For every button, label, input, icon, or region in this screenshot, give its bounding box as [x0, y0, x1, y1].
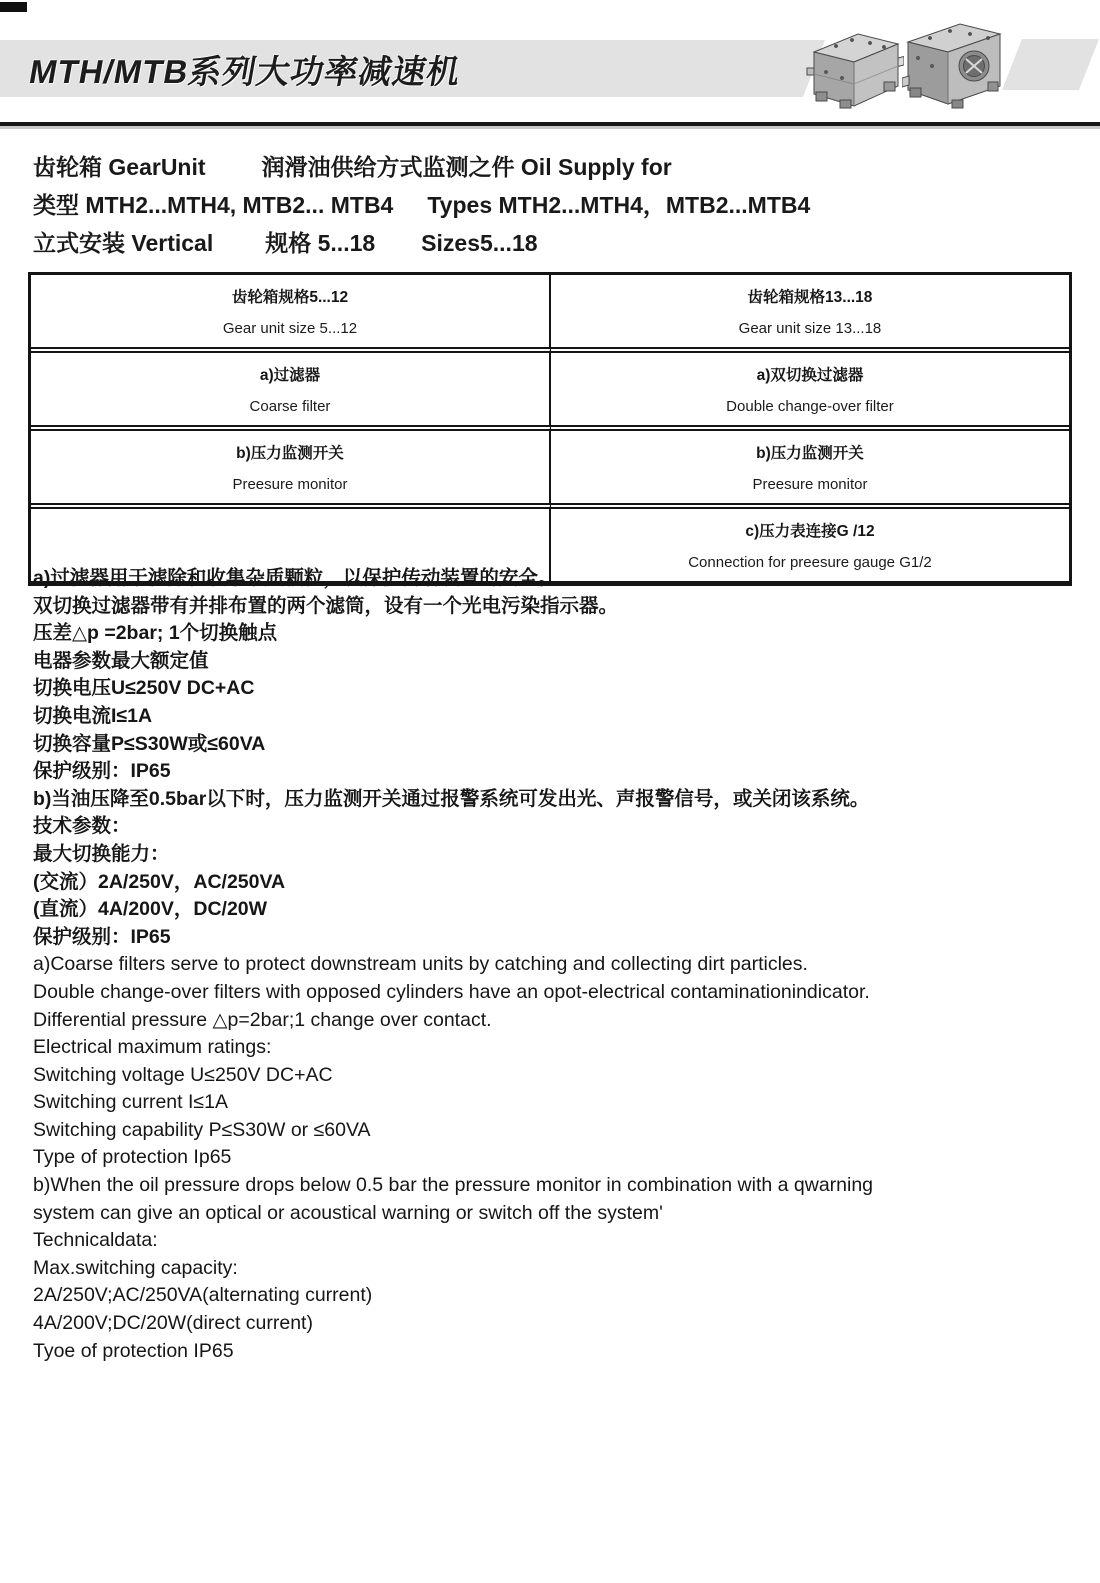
body-line: Technicaldata: — [33, 1229, 158, 1252]
body-line: system can give an optical or acoustical warning or switch off the system' — [33, 1201, 663, 1224]
body-line: Double change-over filters with opposed cylinders have an opot-electrical contaminationindicator. — [33, 980, 870, 1003]
body-line: 切换电压U≤250V DC+AC — [33, 677, 255, 700]
intro-line3-sizes-en: Sizes5...18 — [421, 230, 538, 256]
body-line: Switching current I≤1A — [33, 1091, 228, 1114]
cell-coarse-filter — [31, 347, 551, 425]
body-line: b)当油压降至0.5bar以下时，压力监测开关通过报警系统可发出光、声报警信号，或关闭该系统。 — [33, 787, 870, 810]
intro-line-3 — [33, 224, 810, 262]
intro-line3-zh: 立式安装 Vertical — [33, 230, 214, 256]
cell-text-zh: a)过滤器 — [259, 367, 321, 384]
cell-text-en: Preesure monitor — [752, 476, 868, 493]
body-line: a)过滤器用于滤除和收集杂质颗粒，以保护传动装置的安全。 — [33, 567, 558, 589]
body-line: 保护级别：IP65 — [33, 925, 171, 948]
cell-text-en: Preesure monitor — [232, 476, 348, 493]
body-line: Type of protection Ip65 — [33, 1146, 232, 1169]
cell-text-en: Connection for preesure gauge G1/2 — [688, 554, 932, 571]
body-line: 技术参数： — [33, 815, 131, 838]
cell-text-zh: b)压力监测开关 — [756, 445, 864, 462]
cell-text-en: Coarse filter — [249, 398, 331, 415]
body-line: b)When the oil pressure drops below 0.5 bar the pressure monitor in combination with a qwarning — [33, 1174, 874, 1197]
table-row — [31, 425, 1069, 503]
intro-line2-zh: 类型 MTH2...MTH4, MTB2... MTB4 — [33, 192, 394, 218]
intro-line-1 — [33, 148, 810, 186]
body-line: 保护级别：IP65 — [33, 760, 171, 783]
cell-text-zh: c)压力表连接G /12 — [745, 523, 875, 540]
body-line: 4A/200V;DC/20W(direct current) — [33, 1312, 313, 1335]
header-band-right — [1002, 39, 1100, 90]
cell-pressure-monitor-left — [31, 425, 551, 503]
body-line: 切换电流I≤1A — [33, 704, 153, 727]
cell-text-zh: b)压力监测开关 — [236, 445, 344, 462]
intro-line1-zh: 齿轮箱 GearUnit — [33, 154, 206, 180]
cell-pressure-monitor-right — [551, 425, 1069, 503]
table-row — [31, 275, 1069, 347]
body-line: a)Coarse filters serve to protect downstream units by catching and collecting dirt particles. — [33, 953, 808, 976]
intro-line1-en: 润滑油供给方式监测之件 Oil Supply for — [261, 154, 672, 180]
cell-text-zh: a)双切换过滤器 — [756, 367, 864, 384]
body-line: 电器参数最大额定值 — [33, 649, 209, 672]
body-line: 2A/250V;AC/250VA(alternating current) — [33, 1284, 373, 1307]
body-line: Differential pressure △p=2bar;1 change over contact. — [33, 1008, 492, 1031]
page-title: MTH/MTB系列大功率减速机 — [26, 53, 465, 90]
intro-heading — [33, 148, 810, 262]
cell-double-changeover-filter — [551, 347, 1069, 425]
body-line: Tyoe of protection IP65 — [33, 1339, 234, 1362]
cell-gear-size-5-12 — [31, 275, 551, 347]
body-line: 切换容量P≤S30W或≤60VA — [33, 732, 266, 755]
body-line: 最大切换能力： — [33, 842, 170, 865]
cell-text-zh: 齿轮箱规格5...12 — [231, 289, 349, 306]
body-text — [33, 565, 1078, 1365]
body-line: (交流）2A/250V，AC/250VA — [33, 870, 286, 893]
cell-text-en: Gear unit size 5...12 — [222, 320, 358, 337]
cell-text-zh: 齿轮箱规格13...18 — [747, 289, 873, 306]
body-line: 双切换过滤器带有并排布置的两个滤筒，设有一个光电污染指示器。 — [33, 594, 619, 617]
cell-gear-size-13-18 — [551, 275, 1069, 347]
cell-text-en: Gear unit size 13...18 — [738, 320, 882, 337]
body-line: 压差△p =2bar; 1个切换触点 — [33, 622, 278, 645]
intro-line3-sizes-zh: 规格 5...18 — [265, 230, 376, 256]
spec-table — [28, 272, 1072, 586]
body-line: (直流）4A/200V，DC/20W — [33, 898, 268, 921]
intro-line2-en: Types MTH2...MTH4，MTB2...MTB4 — [427, 192, 811, 218]
body-line: Max.switching capacity: — [33, 1256, 238, 1279]
header-divider-rule — [0, 122, 1100, 126]
print-registration-mark — [0, 2, 27, 12]
table-row — [31, 347, 1069, 425]
intro-line-2 — [33, 186, 810, 224]
body-line: Switching voltage U≤250V DC+AC — [33, 1063, 333, 1086]
body-line: Electrical maximum ratings: — [33, 1036, 272, 1059]
body-line: Switching capability P≤S30W or ≤60VA — [33, 1118, 371, 1141]
gearbox-image-vertical — [902, 14, 1002, 114]
gearbox-image-horizontal — [806, 22, 904, 114]
cell-text-en: Double change-over filter — [726, 398, 894, 415]
